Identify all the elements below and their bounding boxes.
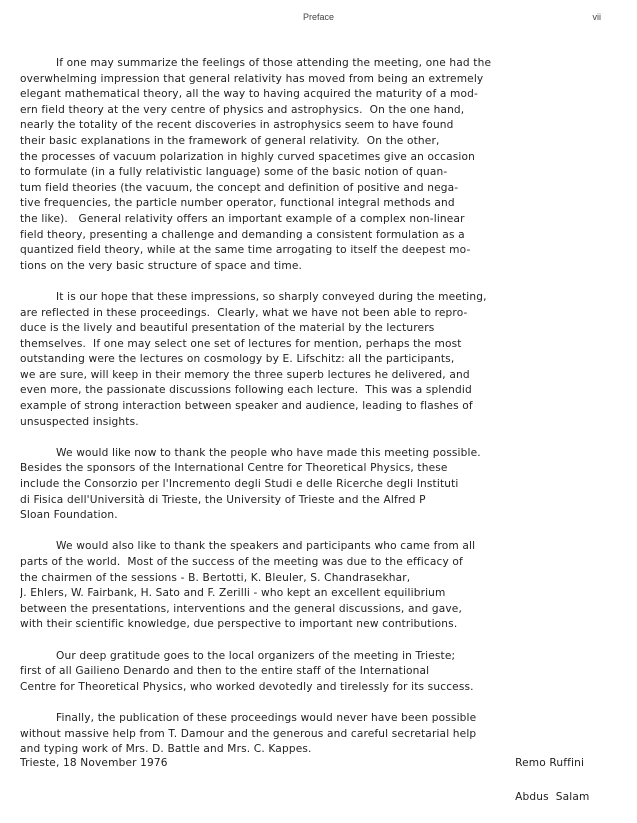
text-line: It is our hope that these impressions, so sharply conveyed during the meeting, — [56, 290, 487, 303]
text-line: we are sure, will keep in their memory the three superb lectures he delivered, and — [20, 368, 470, 381]
paragraph — [20, 446, 626, 524]
text-line: example of strong interaction between speaker and audience, leading to flashes of — [20, 400, 473, 413]
text-line: between the presentations, interventions and the general discussions, and gave, — [20, 602, 462, 615]
text-line: to formulate (in a fully relativistic language) some of the basic notion of quan- — [20, 166, 448, 179]
text-line: Besides the sponsors of the International Centre for Theoretical Physics, these — [20, 462, 448, 475]
text-line: overwhelming impression that general relativity has moved from being an extremely — [20, 72, 484, 85]
paragraph — [20, 56, 626, 274]
text-line: without massive help from T. Damour and the generous and careful secretarial help — [20, 727, 477, 740]
text-line: first of all Gailieno Denardo and then to the entire staff of the International — [20, 665, 430, 678]
text-line: the like). General relativity offers an important example of a complex non-linear — [20, 212, 465, 225]
text-line: parts of the world. Most of the success of the meeting was due to the efficacy of — [20, 556, 463, 568]
text-line: We would also like to thank the speakers and participants who came from all — [56, 540, 476, 553]
text-line: with their scientific knowledge, due perspective to important new contributions. — [20, 618, 458, 631]
text-line: Our deep gratitude goes to the local organizers of the meeting in Trieste; — [56, 649, 456, 662]
text-line: field theory, presenting a challenge and demanding a consistent formulation as a — [20, 228, 465, 241]
text-line: the processes of vacuum polarization in highly curved spacetimes give an occasion — [20, 150, 475, 163]
text-line: their basic explanations in the framework of general relativity. On the other, — [20, 134, 440, 147]
text-line: J. Ehlers, W. Fairbank, H. Sato and F. Zerilli - who kept an excellent equilibrium — [20, 587, 446, 600]
text-line: Centre for Theoretical Physics, who worked devotedly and tirelessly for its success. — [20, 680, 474, 693]
text-line: If one may summarize the feelings of those attending the meeting, one had the — [56, 57, 492, 69]
text-line: nearly the totality of the recent discoveries in astrophysics seem to have found — [20, 119, 454, 132]
place-and-date: Trieste, 18 November 1976 — [20, 757, 168, 769]
text-line: tions on the very basic structure of space and time. — [20, 259, 303, 272]
text-line: We would like now to thank the people who have made this meeting possible. — [56, 446, 481, 459]
text-line: duce is the lively and beautiful presentation of the material by the lecturers — [20, 322, 435, 335]
signoff — [20, 738, 626, 803]
text-line: the chairmen of the sessions - B. Bertotti, K. Bleuler, S. Chandrasekhar, — [20, 571, 411, 584]
paragraph — [20, 539, 626, 633]
text-line: themselves. If one may select one set of lectures for mention, perhaps the most — [20, 337, 462, 350]
paragraph — [20, 290, 626, 430]
signer-name: Abdus Salam — [515, 791, 590, 803]
text-line: include the Consorzio per l'Incremento degli Studi e delle Ricerche degli Instituti — [20, 478, 459, 491]
text-line: di Fisica dell'Università di Trieste, the University of Trieste and the Alfred P — [20, 493, 426, 506]
text-line: elegant mathematical theory, all the way to having acquired the maturity of a mod- — [20, 88, 478, 101]
page-header — [0, 12, 637, 26]
text-line: Sloan Foundation. — [20, 509, 118, 522]
preface-body — [20, 56, 626, 773]
text-line: ern field theory at the very centre of physics and astrophysics. On the one hand, — [20, 103, 465, 116]
text-line: outstanding were the lectures on cosmology by E. Lifschitz: all the participants, — [20, 353, 455, 366]
running-title: Preface — [302, 12, 335, 22]
page-number: vii — [592, 12, 601, 22]
paragraph — [20, 649, 626, 696]
text-line: even more, the passionate discussions following each lecture. This was a splendid — [20, 384, 472, 397]
text-line: tum field theories (the vacuum, the concept and definition of positive and nega- — [20, 181, 459, 194]
signatories — [501, 738, 590, 823]
text-line: quantized field theory, while at the same time arrogating to itself the deepest mo- — [20, 244, 471, 257]
text-line: Finally, the publication of these proceedings would never have been possible — [56, 711, 477, 724]
text-line: tive frequencies, the particle number operator, functional integral methods and — [20, 197, 455, 210]
text-line: and typing work of Mrs. D. Battle and Mrs. C. Kappes. — [20, 743, 312, 756]
text-line: are reflected in these proceedings. Clearly, what we have not been able to repro- — [20, 306, 468, 319]
text-line: unsuspected insights. — [20, 415, 139, 428]
signer-name: Remo Ruffini — [515, 757, 585, 769]
